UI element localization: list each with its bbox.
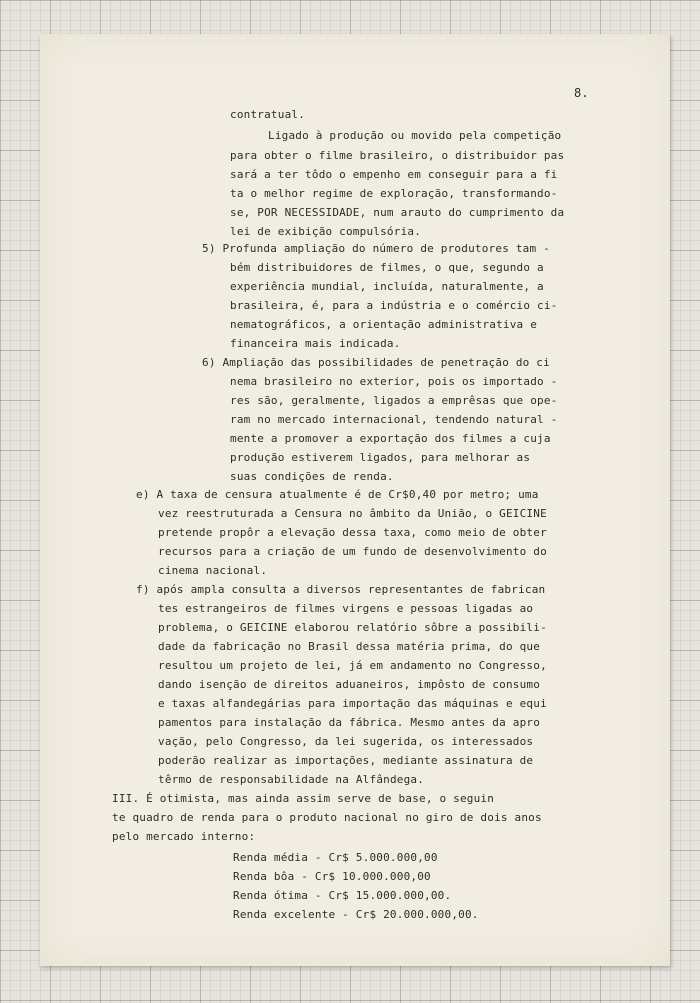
- text-line: ram no mercado internacional, tendendo natural -: [230, 413, 558, 426]
- text-line: ta o melhor regime de exploração, transformando-: [230, 187, 558, 200]
- text-line: nematográficos, a orientação administrativa e: [230, 318, 538, 331]
- text-line: lei de exibição compulsória.: [230, 225, 422, 238]
- text-line: têrmo de responsabilidade na Alfândega.: [158, 773, 425, 786]
- text-line: pretende propôr a elevação dessa taxa, como meio de obter: [158, 526, 547, 539]
- text-line: tes estrangeiros de filmes virgens e pessoas ligadas ao: [158, 602, 534, 615]
- text-line: resultou um projeto de lei, já em andamento no Congresso,: [158, 659, 547, 672]
- text-line: e) A taxa de censura atualmente é de Cr$0,40 por metro; uma: [136, 488, 539, 501]
- text-line: pamentos para instalação da fábrica. Mesmo antes da apro: [158, 716, 541, 729]
- text-line: financeira mais indicada.: [230, 337, 401, 350]
- document-page: [40, 34, 670, 966]
- income-table-row: Renda excelente - Cr$ 20.000.000,00.: [233, 908, 479, 921]
- text-line: para obter o filme brasileiro, o distribuidor pas: [230, 149, 565, 162]
- text-line: bém distribuidores de filmes, o que, segundo a: [230, 261, 544, 274]
- text-line: suas condições de renda.: [230, 470, 394, 483]
- text-line: e taxas alfandegárias para importação das máquinas e equi: [158, 697, 547, 710]
- text-line: f) após ampla consulta a diversos representantes de fabrican: [136, 583, 546, 596]
- text-line: mente a promover a exportação dos filmes a cuja: [230, 432, 551, 445]
- text-line: se, POR NECESSIDADE, num arauto do cumprimento da: [230, 206, 565, 219]
- text-line: vação, pelo Congresso, da lei sugerida, os interessados: [158, 735, 534, 748]
- text-line: contratual.: [230, 108, 306, 121]
- page-number: 8.: [574, 86, 589, 100]
- text-line: Ligado à produção ou movido pela competição: [268, 129, 562, 142]
- text-line: poderão realizar as importações, mediante assinatura de: [158, 754, 534, 767]
- text-line: nema brasileiro no exterior, pois os importado -: [230, 375, 558, 388]
- text-line: problema, o GEICINE elaborou relatório sôbre a possibili-: [158, 621, 547, 634]
- text-line: 5) Profunda ampliação do número de produtores tam -: [202, 242, 550, 255]
- text-line: vez reestruturada a Censura no âmbito da União, o GEICINE: [158, 507, 547, 520]
- text-line: res são, geralmente, ligados a emprêsas que ope-: [230, 394, 558, 407]
- text-line: sará a ter tôdo o empenho em conseguir para a fi: [230, 168, 558, 181]
- text-line: dando isenção de direitos aduaneiros, impôsto de consumo: [158, 678, 541, 691]
- text-line: pelo mercado interno:: [112, 830, 256, 843]
- text-line: 6) Ampliação das possibilidades de penetração do ci: [202, 356, 550, 369]
- text-line: dade da fabricação no Brasil dessa matéria prima, do que: [158, 640, 541, 653]
- text-line: experiência mundial, incluída, naturalmente, a: [230, 280, 544, 293]
- text-line: cinema nacional.: [158, 564, 268, 577]
- text-line: produção estiverem ligados, para melhorar as: [230, 451, 531, 464]
- text-line: brasileira, é, para a indústria e o comércio ci-: [230, 299, 558, 312]
- income-table-row: Renda bôa - Cr$ 10.000.000,00: [233, 870, 431, 883]
- income-table-row: Renda média - Cr$ 5.000.000,00: [233, 851, 438, 864]
- text-line: te quadro de renda para o produto nacional no giro de dois anos: [112, 811, 542, 824]
- text-line: III. É otimista, mas ainda assim serve de base, o seguin: [112, 792, 495, 805]
- text-line: recursos para a criação de um fundo de desenvolvimento do: [158, 545, 547, 558]
- income-table-row: Renda ótima - Cr$ 15.000.000,00.: [233, 889, 452, 902]
